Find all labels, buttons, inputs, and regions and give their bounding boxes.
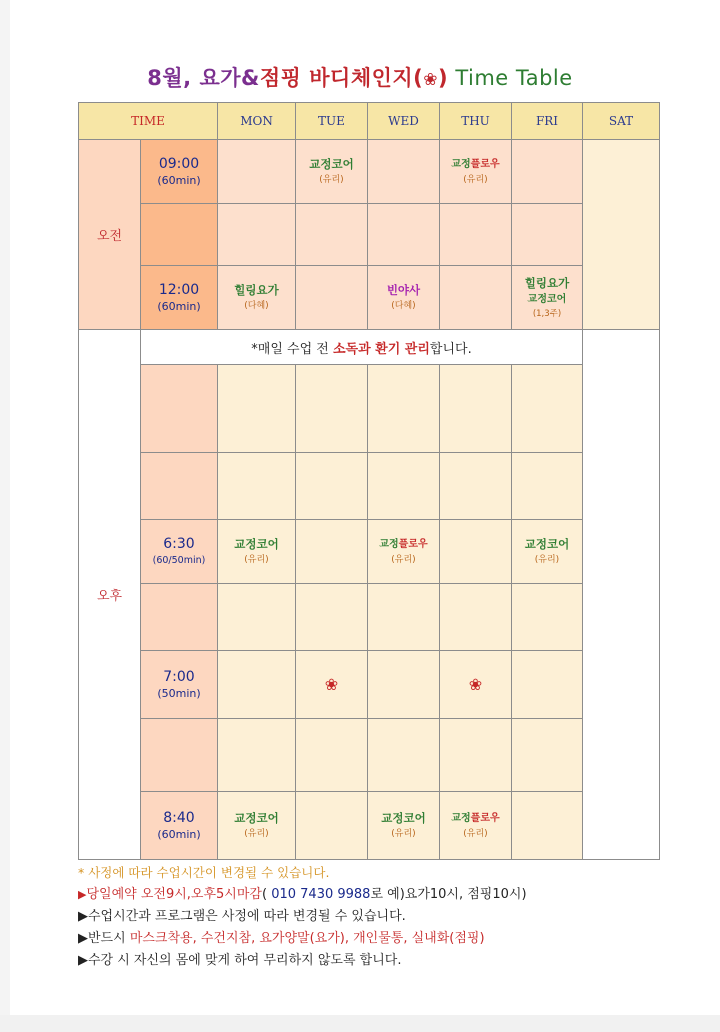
class-name: 교정코어 (381, 811, 426, 825)
class-name: 교정코어 (234, 537, 279, 551)
instructor: (유리) (391, 829, 416, 839)
header-time: TIME (79, 103, 218, 140)
class-name: 교정코어 (234, 811, 279, 825)
left-margin (0, 0, 10, 1015)
time-cell-0700 (141, 651, 218, 719)
slot-mon-pm4 (218, 584, 296, 651)
slot-mon-0630 (218, 520, 296, 584)
instructor: (유리) (244, 555, 269, 565)
header-thu: THU (440, 103, 512, 140)
header-mon: MON (218, 103, 296, 140)
slot-wed-0630 (368, 520, 440, 584)
time-label: 6:30 (163, 535, 195, 552)
title-part2: 점핑 바디체인지( (259, 66, 424, 90)
time-cell-empty (141, 719, 218, 792)
slot-thu-pm2 (440, 453, 512, 520)
header-fri: FRI (512, 103, 583, 140)
slot-mon-0700 (218, 651, 296, 719)
slot-wed-am2 (368, 204, 440, 266)
duration-label: (60min) (157, 299, 201, 313)
class-name: 교정플로우 (451, 158, 500, 170)
slot-thu-0630 (440, 520, 512, 584)
instructor: (다혜) (244, 301, 269, 311)
slot-sat-am (583, 140, 660, 330)
class-name: 교정코어 (309, 157, 354, 171)
time-label: 8:40 (163, 809, 195, 826)
slot-fri-pm6 (512, 719, 583, 792)
class-name: 교정플로우 (451, 812, 500, 824)
slot-wed-pm1 (368, 365, 440, 453)
slot-tue-pm2 (296, 453, 368, 520)
slot-thu-1200 (440, 266, 512, 330)
slot-thu-0700 (440, 651, 512, 719)
instructor: (유리) (391, 554, 416, 565)
title-part4: Time Table (448, 66, 573, 90)
slot-thu-pm6 (440, 719, 512, 792)
slot-fri-pm2 (512, 453, 583, 520)
time-label: 09:00 (158, 155, 200, 172)
slot-mon-am2 (218, 204, 296, 266)
period-am: 오전 (79, 140, 141, 330)
slot-tue-0840 (296, 792, 368, 860)
time-cell-0630 (141, 520, 218, 584)
timetable (78, 102, 660, 860)
slot-mon-pm6 (218, 719, 296, 792)
time-cell-empty (141, 584, 218, 651)
time-label: 7:00 (163, 668, 195, 685)
instructor: (유리) (463, 828, 488, 839)
slot-thu-0900 (440, 140, 512, 204)
instructor: (유리) (463, 174, 488, 185)
period-pm: 오후 (79, 330, 141, 860)
time-label: 12:00 (158, 281, 200, 298)
instructor: (유리) (319, 175, 344, 185)
class-name-2: 교정코어 (527, 293, 567, 305)
slot-tue-am2 (296, 204, 368, 266)
footer-line-5: ▶수강 시 자신의 몸에 맞게 하여 무리하지 않도록 합니다. (78, 953, 402, 968)
flower-icon: ❀ (324, 675, 339, 694)
slot-mon-pm1 (218, 365, 296, 453)
slot-mon-1200 (218, 266, 296, 330)
slot-fri-0700 (512, 651, 583, 719)
slot-fri-0630 (512, 520, 583, 584)
time-cell-empty (141, 453, 218, 520)
time-cell-empty (141, 204, 218, 266)
class-name: 교정코어 (524, 537, 570, 551)
class-name: 교정플로우 (379, 538, 428, 550)
title-part3: ) (438, 66, 449, 90)
slot-fri-am2 (512, 204, 583, 266)
duration-label: (50min) (157, 686, 201, 700)
slot-sat-pm (583, 330, 660, 860)
slot-mon-0900 (218, 140, 296, 204)
slot-wed-0900 (368, 140, 440, 204)
footer-line-3: ▶수업시간과 프로그램은 사정에 따라 변경될 수 있습니다. (78, 909, 406, 924)
slot-tue-0900 (296, 140, 368, 204)
instructor: (1,3주) (532, 308, 562, 319)
slot-tue-pm6 (296, 719, 368, 792)
slot-mon-0840 (218, 792, 296, 860)
instructor: (유리) (534, 555, 560, 565)
duration-label: (60/50min) (152, 554, 206, 566)
slot-thu-am2 (440, 204, 512, 266)
footer-line-2: ▶당일예약 오전9시,오후5시마감( 010 7430 9988로 예)요가10시, 점핑10시) (78, 887, 527, 902)
title-part1: 8월, 요가& (147, 66, 260, 90)
flower-icon: ❀ (468, 675, 483, 694)
slot-tue-1200 (296, 266, 368, 330)
bottom-margin (0, 1015, 720, 1032)
slot-thu-pm4 (440, 584, 512, 651)
class-name: 힐링요가 (234, 283, 279, 297)
slot-fri-1200 (512, 266, 583, 330)
time-cell-0900 (141, 140, 218, 204)
duration-label: (60min) (157, 827, 201, 841)
flower-icon: ❀ (423, 70, 439, 90)
slot-fri-pm1 (512, 365, 583, 453)
footer-line-4: ▶반드시 마스크착용, 수건지참, 요가양말(요가), 개인물통, 실내화(점핑) (78, 931, 485, 946)
slot-wed-0700 (368, 651, 440, 719)
slot-wed-1200 (368, 266, 440, 330)
header-tue: TUE (296, 103, 368, 140)
duration-label: (60min) (157, 173, 201, 187)
header-sat: SAT (583, 103, 660, 140)
slot-wed-0840 (368, 792, 440, 860)
slot-tue-0630 (296, 520, 368, 584)
slot-tue-0700 (296, 651, 368, 719)
time-cell-1200 (141, 266, 218, 330)
slot-tue-pm4 (296, 584, 368, 651)
footer-notes (78, 862, 698, 972)
slot-fri-pm4 (512, 584, 583, 651)
instructor: (유리) (244, 829, 269, 839)
slot-fri-0900 (512, 140, 583, 204)
time-cell-0840 (141, 792, 218, 860)
notice-banner (141, 330, 583, 365)
page-title (0, 62, 720, 92)
slot-tue-pm1 (296, 365, 368, 453)
class-name: 빈야사 (386, 283, 421, 297)
instructor: (다혜) (391, 301, 416, 311)
slot-wed-pm4 (368, 584, 440, 651)
slot-thu-pm1 (440, 365, 512, 453)
class-name: 힐링요가 (524, 275, 570, 290)
slot-wed-pm6 (368, 719, 440, 792)
notice-text: *매일 수업 전 소독과 환기 관리합니다. (251, 341, 472, 357)
slot-fri-0840 (512, 792, 583, 860)
header-wed: WED (368, 103, 440, 140)
time-cell-empty (141, 365, 218, 453)
slot-thu-0840 (440, 792, 512, 860)
slot-wed-pm2 (368, 453, 440, 520)
slot-mon-pm2 (218, 453, 296, 520)
footer-line-1: * 사정에 따라 수업시간이 변경될 수 있습니다. (78, 865, 330, 880)
